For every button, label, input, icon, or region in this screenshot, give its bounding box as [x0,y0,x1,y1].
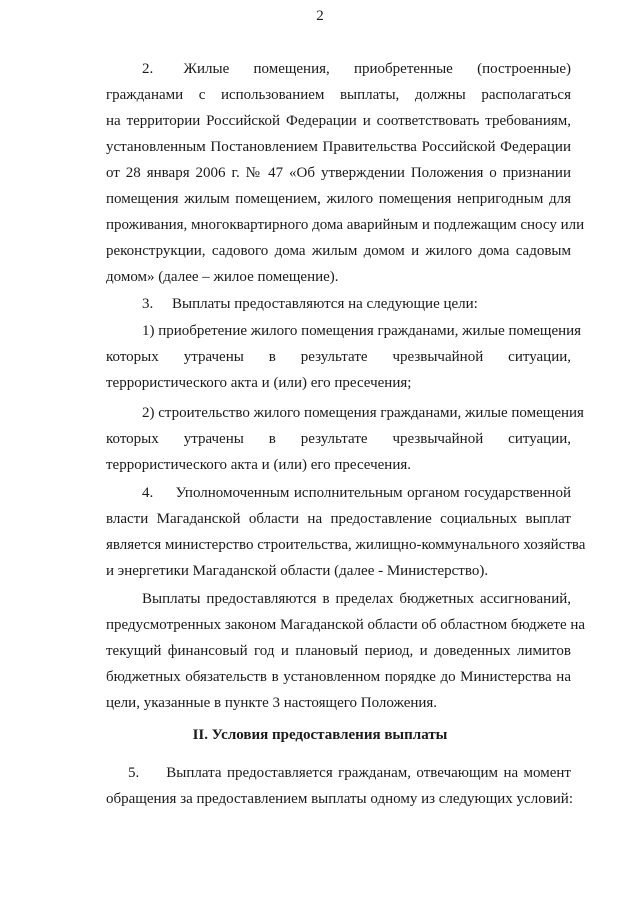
item-3-1-line: 1) приобретение жилого помещения гражданами, жилые помещения [142,323,582,339]
item-3-1-line: террористического акта и (или) его пресечения; [106,375,412,391]
paragraph-2-line: проживания, многоквартирного дома аварийным и подлежащим сносу или [106,217,585,233]
section-heading: II. Условия предоставления выплаты [192,727,448,743]
paragraph-2-line: на территории Российской Федерации и соответствовать требованиям, [106,113,571,129]
paragraph-2-line: гражданами с использованием выплаты, должны располагаться [106,87,571,103]
page-number: 2 [316,8,324,24]
paragraph-5-line: обращения за предоставлением выплаты одному из следующих условий: [106,791,573,807]
paragraph-4-line: и энергетики Магаданской области (далее - Министерство). [106,563,489,579]
item-3-1-line: которых утрачены в результате чрезвычайной ситуации, [106,349,571,365]
paragraph-5-line: 5. Выплата предоставляется гражданам, отвечающим на момент [128,765,571,781]
paragraph-2-line: установленным Постановлением Правительства Российской Федерации [106,139,571,155]
paragraph-4-line: является министерство строительства, жилищно-коммунального хозяйства [106,537,586,553]
paragraph-2-line: домом» (далее – жилое помещение). [106,269,339,285]
paragraph-4b-line: цели, указанные в пункте 3 настоящего Положения. [106,695,438,711]
paragraph-4-line: 4. Уполномоченным исполнительным органом государственной [142,485,571,501]
item-3-2-line: которых утрачены в результате чрезвычайной ситуации, [106,431,571,447]
paragraph-2-line: реконструкции, садового дома жилым домом и жилого дома садовым [106,243,571,259]
paragraph-2-line: от 28 января 2006 г. № 47 «Об утверждении Положения о признании [106,165,571,181]
paragraph-4b-line: предусмотренных законом Магаданской области об областном бюджете на [106,617,586,633]
item-3-2-line: 2) строительство жилого помещения гражданами, жилые помещения [142,405,584,421]
paragraph-4b-line: Выплаты предоставляются в пределах бюджетных ассигнований, [142,591,571,607]
paragraph-4-line: власти Магаданской области на предоставление социальных выплат [106,511,571,527]
paragraph-4b-line: бюджетных обязательств в установленном порядке до Министерства на [106,669,571,685]
paragraph-4b-line: текущий финансовый год и плановый период, и доведенных лимитов [106,643,571,659]
paragraph-2-line: 2. Жилые помещения, приобретенные (построенные) [142,61,571,77]
item-3-2-line: террористического акта и (или) его пресечения. [106,457,411,473]
paragraph-3-line: 3. Выплаты предоставляются на следующие цели: [142,296,478,312]
paragraph-2-line: помещения жилым помещением, жилого помещения непригодным для [106,191,571,207]
